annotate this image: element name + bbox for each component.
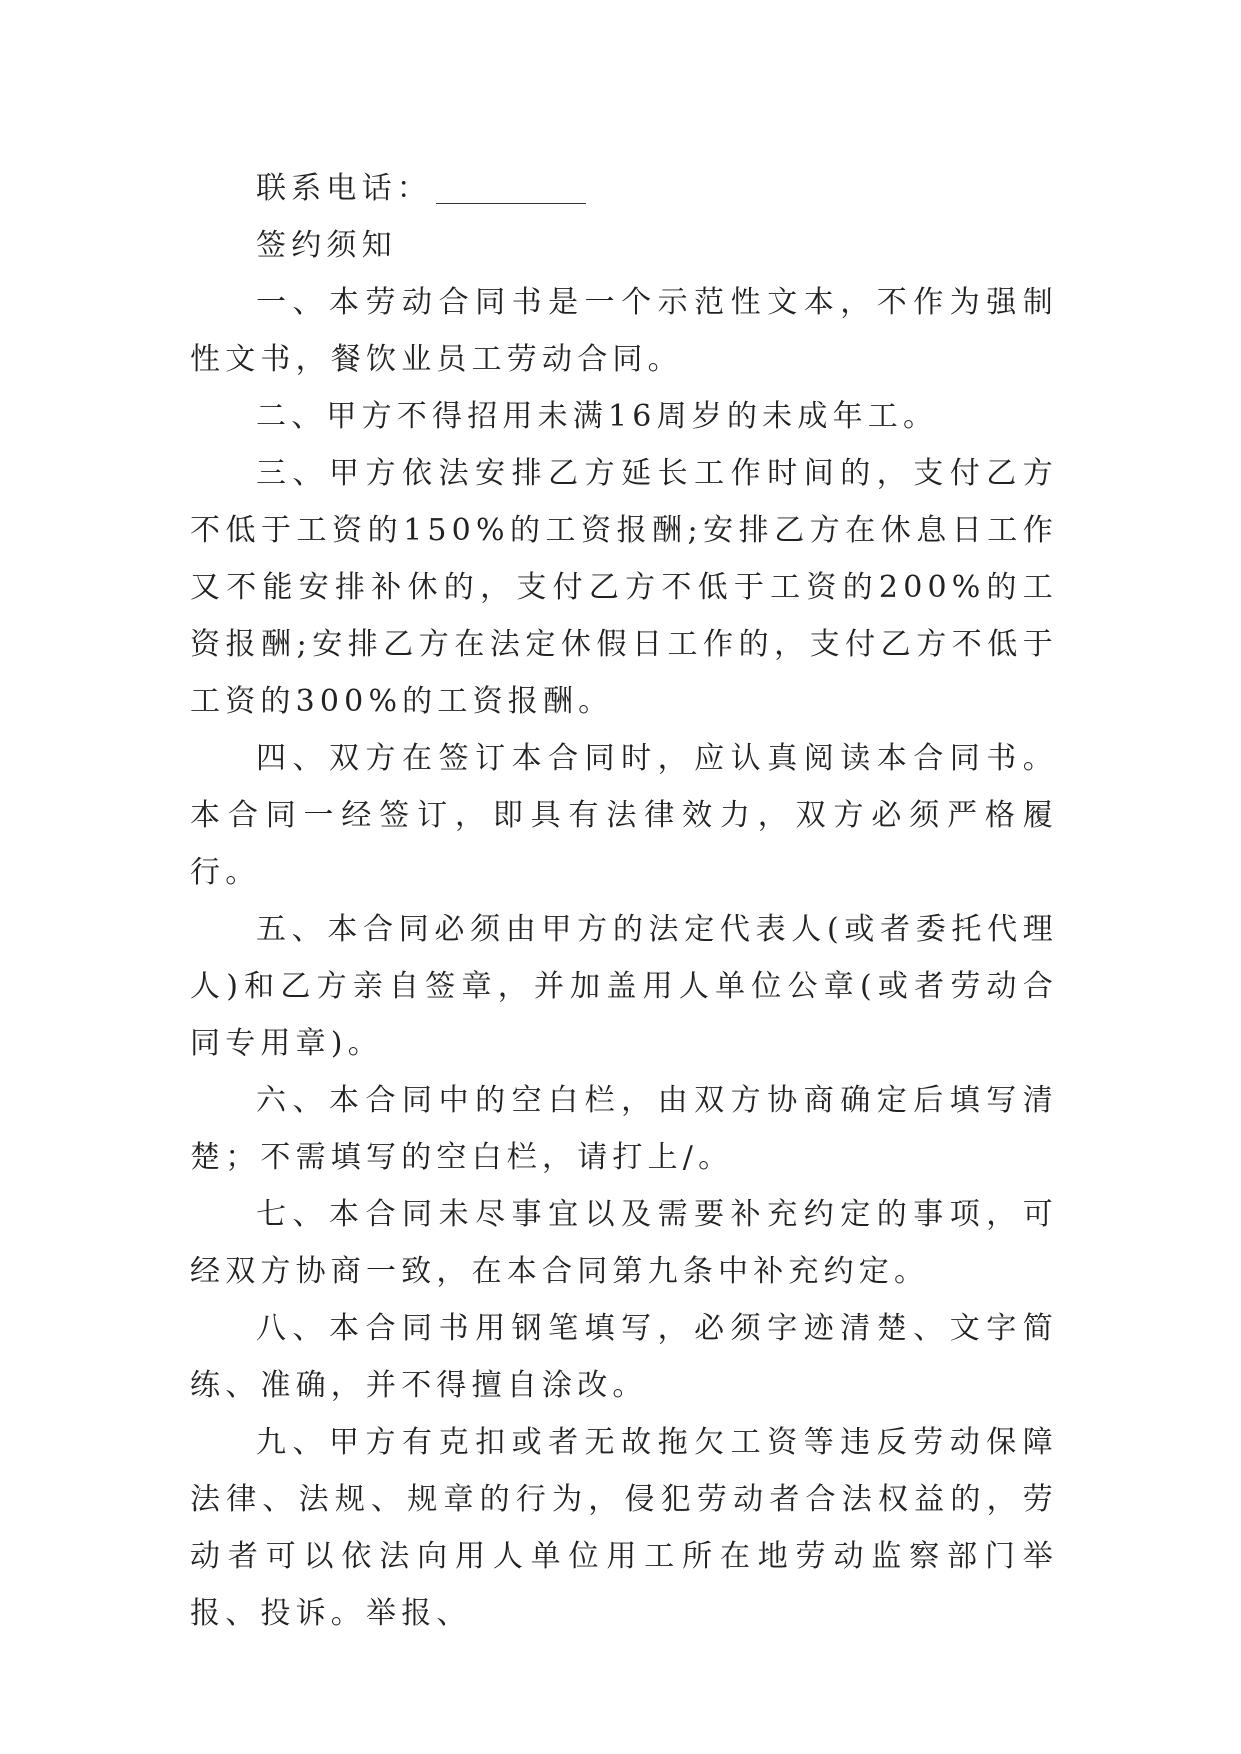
contact-phone-label: 联系电话： [256, 171, 432, 206]
paragraph-2: 二、甲方不得招用未满16周岁的未成年工。 [256, 399, 939, 434]
paragraph-6: 六、本合同中的空白栏，由双方协商确定后填写清楚；不需填写的空白栏，请打上/。 [190, 1083, 1058, 1175]
paragraph-8: 八、本合同书用钢笔填写，必须字迹清楚、文字简练、准确，并不得擅自涂改。 [190, 1311, 1058, 1403]
section-heading: 签约须知 [256, 228, 397, 263]
paragraph-7: 七、本合同未尽事宜以及需要补充约定的事项，可经双方协商一致，在本合同第九条中补充约定。 [190, 1197, 1058, 1289]
document-body [190, 160, 1058, 1642]
contact-phone-line [190, 160, 1058, 217]
paragraph-9: 九、甲方有克扣或者无故拖欠工资等违反劳动保障法律、法规、规章的行为，侵犯劳动者合法权益的，劳动者可以依法向用人单位用工所在地劳动监察部门举报、投诉。举报、 [190, 1425, 1058, 1631]
paragraph-3: 三、甲方依法安排乙方延长工作时间的，支付乙方不低于工资的150%的工资报酬;安排乙方在休息日工作又不能安排补休的，支付乙方不低于工资的200%的工资报酬;安排乙方在法定休假日工作的，支付乙方不低于工资的300%的工资报酬。 [190, 456, 1058, 719]
paragraph-4: 四、双方在签订本合同时，应认真阅读本合同书。本合同一经签订，即具有法律效力，双方必须严格履行。 [190, 741, 1058, 890]
paragraph-5: 五、本合同必须由甲方的法定代表人(或者委托代理人)和乙方亲自签章，并加盖用人单位公章(或者劳动合同专用章)。 [190, 912, 1058, 1061]
contact-phone-blank [436, 169, 586, 204]
paragraph-1: 一、本劳动合同书是一个示范性文本，不作为强制性文书，餐饮业员工劳动合同。 [190, 285, 1058, 377]
